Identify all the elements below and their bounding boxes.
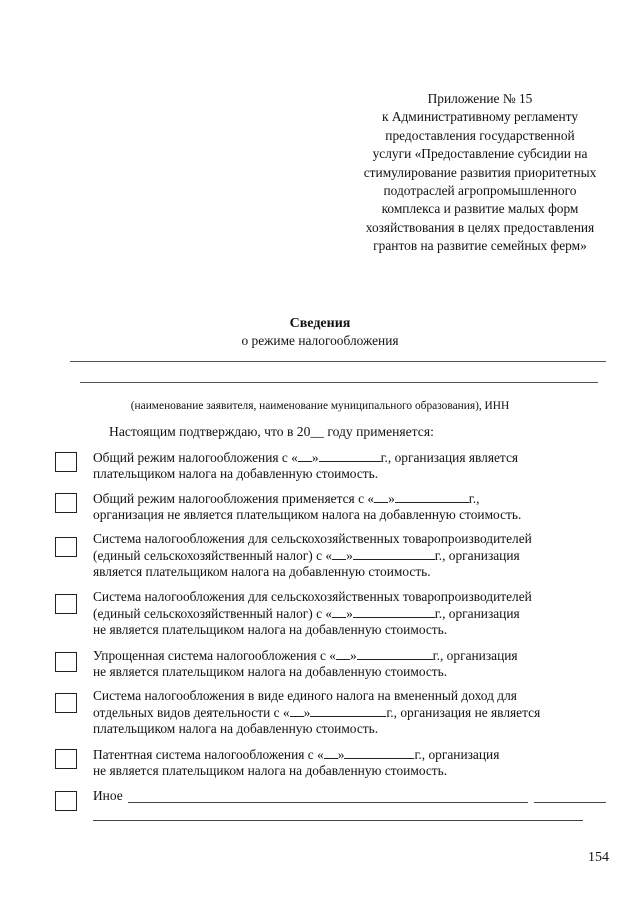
option-text: г., организация (414, 747, 500, 762)
option-text: г., (468, 491, 480, 506)
intro-text: Настоящим подтверждаю, что в 20__ году применяется: (109, 424, 434, 439)
option-checkbox-envd-non-vat[interactable] (55, 693, 77, 713)
option-text: г., организация (434, 606, 520, 621)
applicant-caption: (наименование заявителя, наименование муниципального образования), ИНН (130, 400, 510, 412)
other-field-continued[interactable] (93, 820, 583, 821)
other-field[interactable] (128, 802, 528, 803)
option-text: Патентная система налогообложения с « (93, 747, 324, 762)
date-field[interactable] (353, 605, 435, 618)
option-general-vat-payer (93, 449, 518, 482)
option-text: плательщиком налога на добавленную стоимость. (93, 466, 379, 481)
other-field-extra[interactable] (534, 802, 606, 803)
option-text: Система налогообложения в виде единого налога на вмененный доход для (93, 688, 517, 703)
option-text: » (311, 450, 319, 465)
annex-line: хозяйствования в целях предоставления (365, 219, 595, 235)
option-checkbox-other[interactable] (55, 791, 77, 811)
option-checkbox-eshn-vat-payer[interactable] (55, 537, 77, 557)
date-field[interactable] (319, 449, 381, 462)
option-text: организация не является плательщиком налога на добавленную стоимость. (93, 507, 522, 522)
annex-line: предоставления государственной (385, 127, 575, 143)
option-text: г., организация является (380, 450, 519, 465)
day-field[interactable] (374, 490, 388, 503)
option-text: не является плательщиком налога на добавленную стоимость. (93, 622, 448, 637)
option-text: (единый сельскохозяйственный налог) с « (93, 548, 333, 563)
option-text: отдельных видов деятельности с « (93, 705, 290, 720)
annex-line: Приложение № 15 (427, 91, 533, 106)
option-text: Общий режим налогообложения с « (93, 450, 298, 465)
option-text: Общий режим налогообложения применяется с « (93, 491, 375, 506)
option-checkbox-patent-non-vat[interactable] (55, 749, 77, 769)
option-text: плательщиком налога на добавленную стоимость. (93, 721, 379, 736)
option-text: » (303, 705, 311, 720)
option-text: (единый сельскохозяйственный налог) с « (93, 606, 333, 621)
date-field[interactable] (353, 547, 435, 560)
date-field[interactable] (395, 490, 469, 503)
option-text: не является плательщиком налога на добавленную стоимость. (93, 664, 448, 679)
option-text: » (349, 648, 357, 663)
annex-line: к Административному регламенту (381, 109, 579, 125)
option-text: г., организация не является (386, 705, 541, 720)
date-field[interactable] (344, 746, 414, 759)
date-field[interactable] (357, 647, 433, 660)
day-field[interactable] (324, 746, 338, 759)
day-field[interactable] (332, 605, 346, 618)
option-text: Система налогообложения для сельскохозяйственных товаропроизводителей (93, 531, 532, 546)
annex-line: комплекса и развитие малых форм (381, 201, 579, 217)
option-other-label: Иное (93, 788, 123, 803)
annex-header (330, 90, 630, 256)
option-patent-non-vat (93, 746, 499, 779)
annex-line: грантов на развитие семейных ферм» (373, 238, 587, 254)
option-checkbox-general-vat-payer[interactable] (55, 452, 77, 472)
option-usn-non-vat (93, 647, 518, 680)
option-text: » (346, 548, 353, 563)
document-subtitle: о режиме налогообложения (241, 333, 399, 348)
day-field[interactable] (332, 547, 346, 560)
day-field[interactable] (298, 449, 312, 462)
annex-line: услуги «Предоставление субсидии на (372, 146, 588, 162)
applicant-name-field[interactable] (70, 361, 606, 362)
option-text: Упрощенная система налогообложения с « (93, 648, 336, 663)
option-text: г., организация (432, 648, 518, 663)
option-checkbox-general-non-vat[interactable] (55, 493, 77, 513)
option-text: Система налогообложения для сельскохозяйственных товаропроизводителей (93, 589, 532, 604)
page-number: 154 (588, 850, 609, 865)
day-field[interactable] (290, 704, 304, 717)
option-text: г., организация (434, 548, 520, 563)
option-eshn-non-vat (93, 589, 532, 638)
option-general-non-vat (93, 490, 521, 523)
document-title: Сведения (289, 316, 351, 331)
option-checkbox-usn-non-vat[interactable] (55, 652, 77, 672)
option-eshn-vat-payer (93, 531, 532, 580)
applicant-inn-field[interactable] (80, 382, 598, 383)
annex-line: стимулирование развития приоритетных (363, 164, 597, 180)
option-text: » (388, 491, 395, 506)
option-text: » (337, 747, 345, 762)
option-other (93, 788, 123, 804)
day-field[interactable] (336, 647, 350, 660)
option-envd-non-vat (93, 688, 540, 737)
option-text: не является плательщиком налога на добавленную стоимость. (93, 763, 448, 778)
annex-line: подотраслей агропромышленного (383, 183, 577, 199)
date-field[interactable] (310, 704, 386, 717)
option-text: является плательщиком налога на добавленную стоимость. (93, 564, 431, 579)
option-text: » (346, 606, 353, 621)
option-checkbox-eshn-non-vat[interactable] (55, 594, 77, 614)
